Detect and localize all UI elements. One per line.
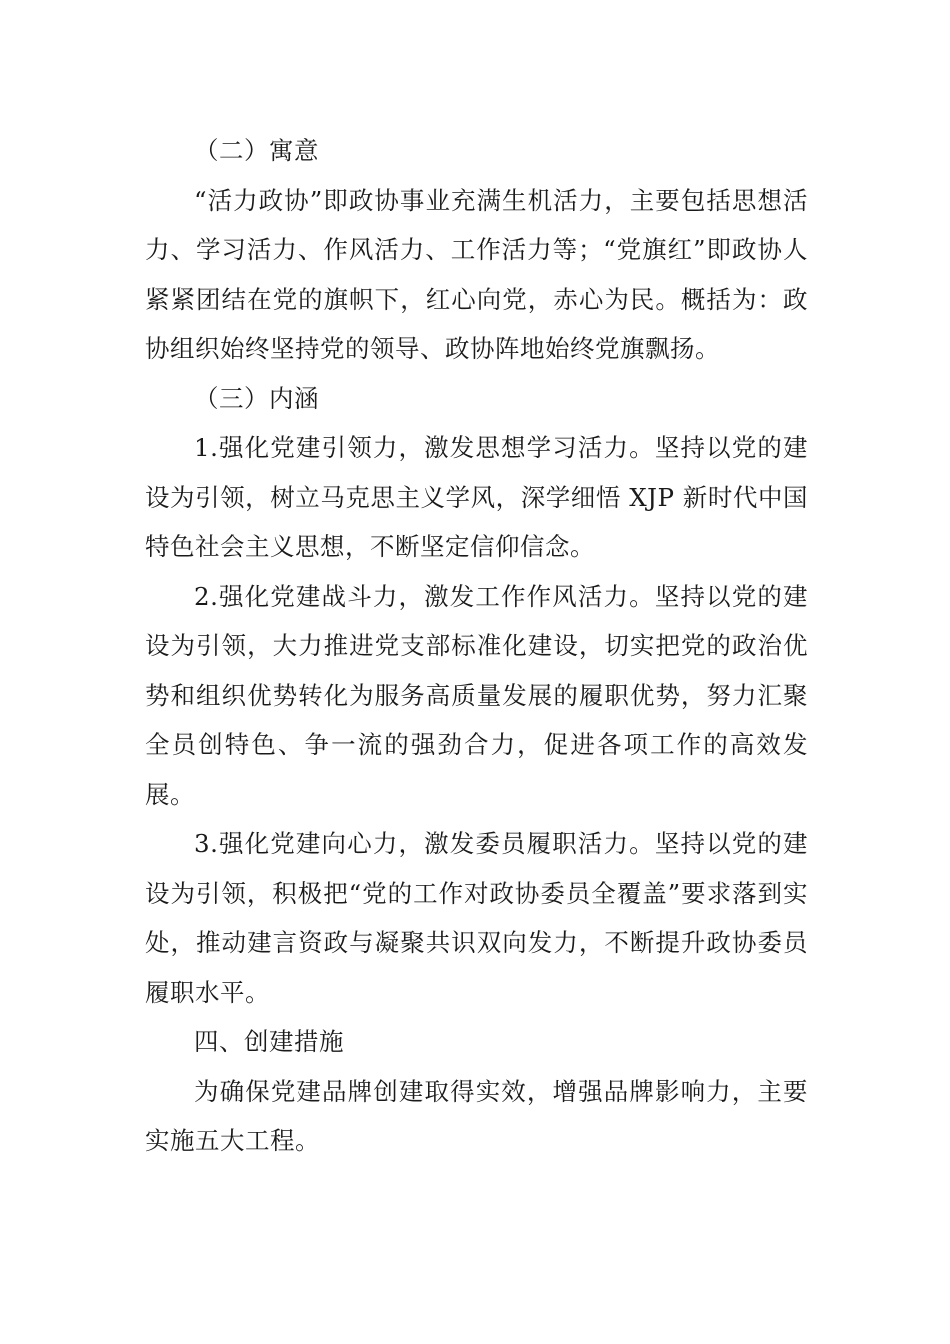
paragraph-item-1: 1.强化党建引领力，激发思想学习活力。坚持以党的建设为引领，树立马克思主义学风，深学细悟 XJP 新时代中国特色社会主义思想，不断坚定信仰信念。: [145, 433, 808, 561]
section-heading-meaning: （二）寓意: [194, 136, 319, 165]
paragraph-measures: 为确保党建品牌创建取得实效，增强品牌影响力，主要实施五大工程。: [145, 1076, 808, 1155]
paragraph-item-3: 3.强化党建向心力，激发委员履职活力。坚持以党的建设为引领，积极把“党的工作对政协委员全覆盖”要求落到实处，推动建言资政与凝聚共识双向发力，不断提升政协委员履职水平。: [145, 829, 808, 1007]
section-heading-connotation: （三）内涵: [194, 383, 319, 413]
paragraph-item-2: 2.强化党建战斗力，激发工作作风活力。坚持以党的建设为引领，大力推进党支部标准化建设，切实把党的政治优势和组织优势转化为服务高质量发展的履职优势，努力汇聚全员创特色、争一流的强劲合力，促进各项工作的高效发展。: [145, 581, 808, 809]
section-heading-measures: 四、创建措施: [194, 1027, 344, 1056]
paragraph-meaning: “活力政协”即政协事业充满生机活力，主要包括思想活力、学习活力、作风活力、工作活力等；“党旗红”即政协人紧紧团结在党的旗帜下，红心向党，赤心为民。概括为：政协组织始终坚持党的领导、政协阵地始终党旗飘扬。: [145, 185, 808, 363]
